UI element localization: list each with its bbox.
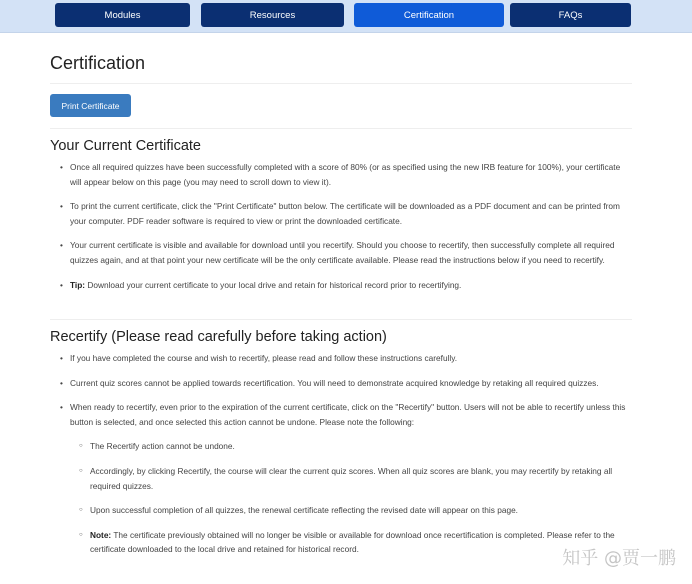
nav-certification[interactable]: Certification xyxy=(354,3,504,27)
top-nav xyxy=(0,0,692,33)
divider xyxy=(50,319,632,320)
print-certificate-button[interactable]: Print Certificate xyxy=(50,94,131,117)
tip-text: Download your current certificate to your local drive and retain for historical record prior to recertifying. xyxy=(85,279,462,290)
divider xyxy=(50,83,632,84)
sub-list-item: ○ Upon successful completion of all quizzes, the renewal certificate reflecting the revised date will appear on this page. xyxy=(50,503,632,518)
current-certificate-list xyxy=(50,160,632,292)
sub-list-item-note xyxy=(50,528,632,557)
sub-list-item: ○ Accordingly, by clicking Recertify, the course will clear the current quiz scores. When all quiz scores are blank, you may recertify by retaking all required quizzes. xyxy=(50,464,632,493)
nav-faqs[interactable]: FAQs xyxy=(510,3,631,27)
page-title: Certification xyxy=(50,53,146,73)
tip-label: Tip: xyxy=(70,279,86,290)
note-label: Note: xyxy=(90,529,112,540)
recertify-heading: Recertify (Please read carefully before taking action) xyxy=(50,329,387,345)
nav-modules[interactable]: Modules xyxy=(55,3,190,27)
list-item: • If you have completed the course and wish to recertify, please read and follow these instructions carefully. xyxy=(50,351,632,366)
current-certificate-heading: Your Current Certificate xyxy=(50,138,201,154)
list-item-tip xyxy=(50,278,632,293)
list-item: • Your current certificate is visible and available for download until you recertify. Should you choose to recertify, then successfully complete all required quizzes again, and at that point your new certificate will be the only certificate available. Please read the instructions below if you need to recertify. xyxy=(50,238,632,267)
list-item: • To print the current certificate, click the "Print Certificate" button below. The certificate will be downloaded as a PDF document and can be printed from your computer. PDF reader software is required to view or print the downloaded certificate. xyxy=(50,199,632,228)
list-item: • When ready to recertify, even prior to the expiration of the current certificate, click on the "Recertify" button. Users will not be able to recertify unless this button is selected, and once selected this action cannot be undone. Please note the following: xyxy=(50,400,632,429)
recertify-list xyxy=(50,351,632,557)
watermark: 知乎 @贾一鹏 xyxy=(562,548,676,569)
list-item: • Once all required quizzes have been successfully completed with a score of 80% (or as specified using the new IRB feature for 100%), your certificate will appear below on this page (you may need to scroll down to view it). xyxy=(50,160,632,189)
nav-resources[interactable]: Resources xyxy=(201,3,344,27)
list-item: • Current quiz scores cannot be applied towards recertification. You will need to demonstrate acquired knowledge by retaking all required quizzes. xyxy=(50,376,632,391)
divider xyxy=(50,128,632,129)
note-text: The certificate previously obtained will no longer be visible or available for download once recertification is completed. Please refer to the certificate downloaded to the local drive and retained for historical record. xyxy=(90,529,615,555)
sub-list-item: ○ The Recertify action cannot be undone. xyxy=(50,439,632,454)
